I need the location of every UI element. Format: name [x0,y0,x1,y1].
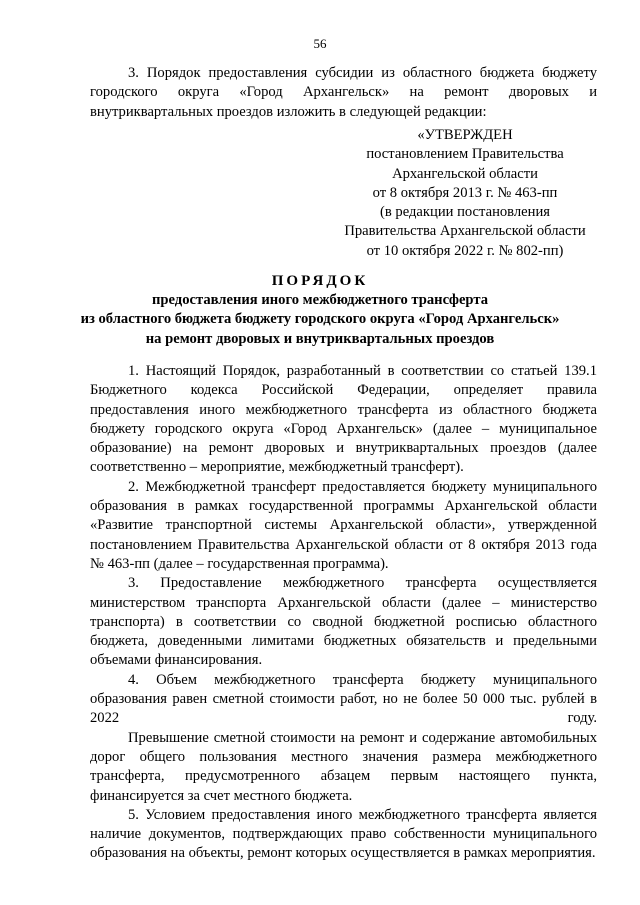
approval-line: постановлением Правительства [366,146,564,163]
approval-stamp [330,126,600,261]
document-subtitle [70,291,570,349]
page-number: 56 [313,36,327,51]
body-paragraph: Превышение сметной стоимости на ремонт и содержание автомобильных дорог общего пользования местного значения размера межбюджетного трансферта, предусмотренного абзацем первым настоящего пункта, финансируется за счет местного бюджета. [90,729,597,804]
subtitle-line: из областного бюджета бюджету городского округа «Город Архангельск» [80,311,560,328]
intro-paragraph: 3. Порядок предоставления субсидии из областного бюджета бюджету городского округа «Город Архангельск» на ремонт дворовых и внутриквартальных проездов изложить в следующей редакции: [90,65,597,120]
approval-line: Архангельской области [392,165,538,182]
approval-line: от 10 октября 2022 г. № 802-пп) [366,242,564,259]
body-paragraph: 2. Межбюджетной трансферт предоставляется бюджету муниципального образования в рамках государственной программы Архангельской области «Развитие транспортной системы Архангельской области», утвержденной постановлением Правительства Архангельской области от 8 октября 2013 года № 463-пп (далее – государственная программа). [90,478,597,572]
document-title: ПОРЯДОК [271,273,369,289]
intro-paragraph-block [90,64,597,122]
body-paragraph: 1. Настоящий Порядок, разработанный в соответствии со статьей 139.1 Бюджетного кодекса Российской Федерации, определяет правила предоставления иного межбюджетного трансферта из областного бюджета бюджету городского округа «Город Архангельск» (далее – муниципальное образование) на ремонт дворовых и внутриквартальных проездов (далее соответственно – мероприятие, межбюджетный трансферт). [90,363,597,476]
approval-line: Правительства Архангельской области [344,223,586,240]
document-body [90,362,597,864]
body-paragraph: 4. Объем межбюджетного трансферта бюджету муниципального образования равен сметной стоимости работ, но не более 50 000 тыс. рублей в 2022 году. [90,671,597,727]
body-paragraph: 5. Условием предоставления иного межбюджетного трансферта является наличие документов, подтверждающих право собственности муниципального образования на объекты, ремонт которых осуществляется в рамках мероприятия. [90,806,597,862]
approval-line: (в редакции постановления [380,204,550,221]
subtitle-line: на ремонт дворовых и внутриквартальных проездов [145,330,495,347]
body-paragraph: 3. Предоставление межбюджетного трансферта осуществляется министерством транспорта Архангельской области (далее – министерство транспорта) в соответствии со сводной бюджетной росписью областного бюджета, доведенными лимитами бюджетных обязательств и предельными объемами финансирования. [90,575,597,669]
approval-line: от 8 октября 2013 г. № 463-пп [372,184,558,201]
approval-line: «УТВЕРЖДЕН [417,127,513,143]
subtitle-line: предоставления иного межбюджетного трансферта [152,292,488,308]
